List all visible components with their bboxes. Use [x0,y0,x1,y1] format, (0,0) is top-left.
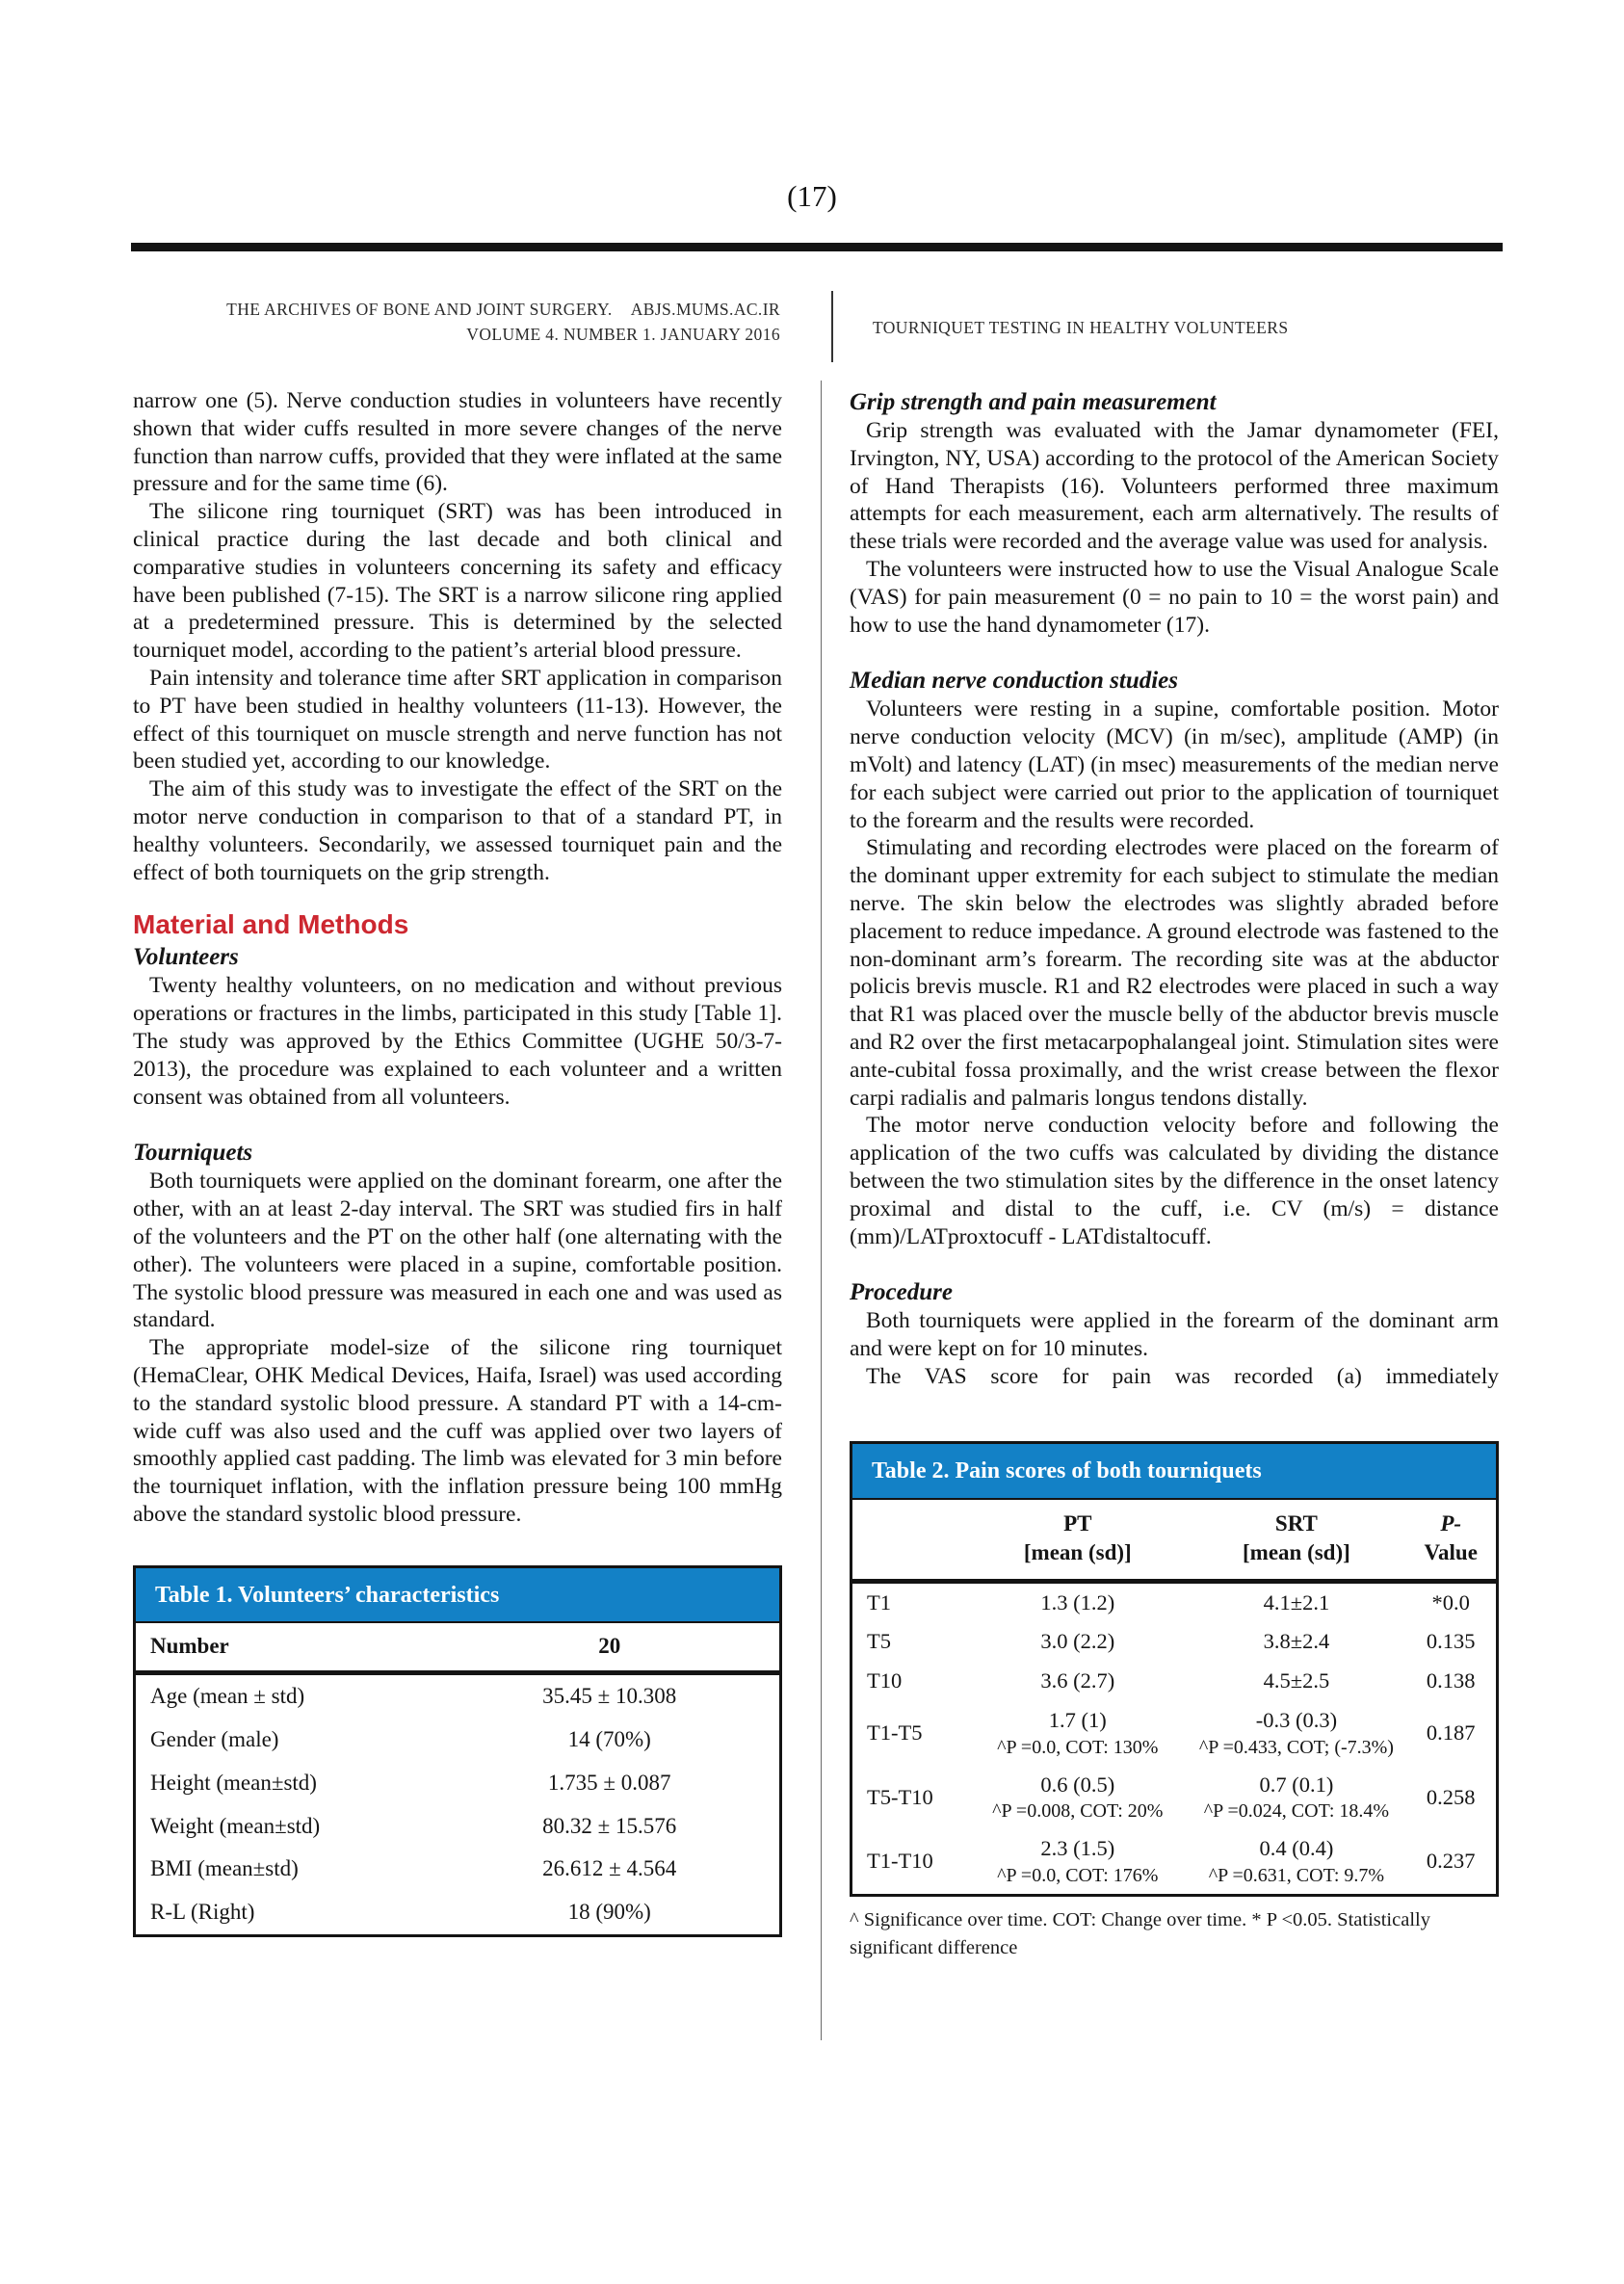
column-header-pvalue-line1: P- [1440,1510,1462,1536]
cell-srt [1187,1628,1405,1656]
right-column [850,387,1499,1962]
cell-srt [1187,1667,1405,1695]
cell-srt-value: 3.8±2.4 [1263,1629,1330,1654]
cell-srt [1187,1835,1405,1888]
row-label: T1-T10 [867,1849,933,1874]
paragraph: The motor nerve conduction velocity before and following the application of the two cuffs was calculated by dividing the distance between the two stimulation sites by the difference in the onset latency proximal and distal to the cuff, i.e. CV (m/s) = distance (mm)/LATproxtocuff - LATdistaltocuff. [850,1113,1499,1249]
row-label: Gender (male) [150,1727,279,1752]
cell-srt [1187,1707,1405,1760]
cell-pt [968,1772,1187,1825]
table-row [852,1662,1496,1701]
cell-pt-note: ^P =0.0, COT: 130% [997,1736,1159,1758]
table-row [852,1766,1496,1830]
cell-pt-value: 1.7 (1) [1048,1707,1107,1732]
running-title: TOURNIQUET TESTING IN HEALTHY VOLUNTEERS [873,318,1289,337]
cell-pvalue: *0.0 [1431,1589,1470,1615]
cell-pvalue: 0.187 [1426,1720,1476,1745]
left-column [133,387,782,1937]
journal-header [133,297,780,347]
subsection-heading-grip-strength: Grip strength and pain measurement [850,389,1217,415]
table-row [852,1829,1496,1894]
subsection-heading-median-nerve: Median nerve conduction studies [850,668,1178,695]
header-divider [831,291,833,362]
journal-issue: VOLUME 4. NUMBER 1. JANUARY 2016 [466,325,780,344]
table-row [136,1848,779,1891]
table-header-row [852,1498,1496,1584]
cell-srt-value: 4.5±2.5 [1263,1668,1330,1693]
paragraph: Stimulating and recording electrodes were placed on the forearm of the dominant upper extremity for each subject to stimulate the median nerve. The skin below the electrodes was slightly abraded before placement to reduce impedance. A ground electrode was fastened to the non-dominant arm’s forearm. The recording site was at the abductor policis brevis muscle. R1 and R2 electrodes were placed in such a way that R1 was placed over the muscle belly of the abductor brevis muscle and R2 over the first metacarpophalangeal joint. Stimulation sites were ante-cubital fossa proximally, and the wrist crease between the flexor carpi radialis and palmaris longus tendons distally. [850,835,1499,1111]
journal-site: ABJS.MUMS.AC.IR [630,300,780,319]
row-label: T1-T5 [867,1720,923,1745]
cell-srt [1187,1589,1405,1617]
paragraph: The silicone ring tourniquet (SRT) was has been introduced in clinical practice during the last decade and both clinical and comparative studies in volunteers concerning its safety and efficacy have been published (7-15). The SRT is a narrow silicone ring applied at a predetermined pressure. This is determined by the selected tourniquet model, according to the patient’s arterial blood pressure. [133,499,782,664]
table-row [136,1719,779,1762]
row-label: T1 [867,1589,891,1615]
cell-pvalue: 0.258 [1426,1784,1476,1809]
column-header-pt-line1: PT [1063,1510,1092,1536]
column-header-srt-line2: [mean (sd)] [1243,1539,1350,1564]
row-label: T5-T10 [867,1784,933,1809]
paragraph: The aim of this study was to investigate the effect of the SRT on the motor nerve conduction in comparison to that of a standard PT, in healthy volunteers. Secondarily, we assessed tourniquet pain and the effect of both tourniquets on the grip strength. [133,776,782,885]
table-row [852,1584,1496,1623]
paragraph: Both tourniquets were applied on the dominant forearm, one after the other, with an at least 2-day interval. The SRT was studied firs in half of the volunteers and the PT on the other half (one alternating with the other). The volunteers were placed in a supine, comfortable position. The systolic blood pressure was measured in each one and was used as standard. [133,1168,782,1333]
row-value: 14 (70%) [567,1727,651,1752]
cell-srt-note: ^P =0.631, COT: 9.7% [1208,1865,1385,1887]
paragraph: Grip strength was evaluated with the Jamar dynamometer (FEI, Irvington, NY, USA) according to the protocol of the American Society of Hand Therapists (16). Volunteers performed three maximum attempts for each measurement, each arm alternatively. The results of these trials were recorded and the average value was used for analysis. [850,418,1499,555]
paragraph: Both tourniquets were applied in the forearm of the dominant arm and were kept on for 10 minutes. [850,1308,1499,1362]
row-value: 20 [598,1634,621,1659]
cell-pt [968,1589,1187,1617]
paragraph: Pain intensity and tolerance time after SRT application in comparison to PT have been studied in healthy volunteers (11-13). However, the effect of this tourniquet on muscle strength and nerve function has not been studied yet, according to our knowledge. [133,665,782,774]
table-row [136,1675,779,1719]
table-pain-scores [850,1441,1499,1898]
cell-srt-note: ^P =0.433, COT; (-7.3%) [1198,1736,1394,1758]
row-value: 18 (90%) [567,1900,651,1925]
table2-footnote: ^ Significance over time. COT: Change over time. * P <0.05. Statistically significant difference [850,1909,1430,1959]
column-header-srt-line1: SRT [1274,1510,1318,1536]
row-label: R-L (Right) [150,1900,255,1925]
journal-header-line1 [133,297,780,322]
cell-srt-value: -0.3 (0.3) [1255,1707,1338,1732]
row-label: Number [150,1634,229,1659]
row-value: 80.32 ± 15.576 [542,1813,677,1838]
table2-title: Table 2. Pain scores of both tourniquets [872,1457,1262,1483]
table1-title-bar [136,1568,779,1622]
cell-pt-value: 1.3 (1.2) [1040,1589,1115,1615]
paragraph: Twenty healthy volunteers, on no medication and without previous operations or fractures in the limbs, participated in this study [Table 1]. The study was approved by the Ethics Committee (UGHE 50/3-7-2013), the procedure was explained to each volunteer and a written consent was obtained from all volunteers. [133,973,782,1110]
section-heading-material-methods: Material and Methods [133,909,409,940]
paragraph: Volunteers were resting in a supine, comfortable position. Motor nerve conduction velocity (MCV) (in m/sec), amplitude (AMP) (in mVolt) and latency (LAT) (in msec) measurements of the median nerve for each subject were carried out prior to the application of tourniquet to the forearm and the results were recorded. [850,696,1499,833]
paragraph: The VAS score for pain was recorded (a) immediately [866,1363,1499,1389]
subsection-heading-procedure: Procedure [850,1279,953,1306]
row-value: 26.612 ± 4.564 [542,1856,677,1881]
header-rule [131,243,1503,251]
column-header-pt-line2: [mean (sd)] [1023,1539,1132,1564]
cell-pt [968,1667,1187,1695]
cell-pt [968,1835,1187,1888]
table-volunteers-characteristics [133,1565,782,1937]
paragraph: The volunteers were instructed how to use the Visual Analogue Scale (VAS) for pain measurement (0 = no pain to 10 = the worst pain) and how to use the hand dynamometer (17). [850,556,1499,638]
cell-pt-note: ^P =0.008, COT: 20% [992,1800,1164,1823]
cell-pt [968,1707,1187,1760]
row-label: T10 [867,1668,903,1693]
cell-pvalue: 0.135 [1426,1629,1476,1654]
table-row [852,1622,1496,1662]
table-row [136,1805,779,1849]
column-divider [821,381,822,2040]
column-header-srt [1187,1510,1405,1567]
subsection-heading-volunteers: Volunteers [133,944,239,971]
journal-name: THE ARCHIVES OF BONE AND JOINT SURGERY. [226,300,613,319]
table2-title-bar [852,1444,1496,1498]
cell-srt-value: 4.1±2.1 [1263,1589,1330,1615]
subsection-heading-tourniquets: Tourniquets [133,1140,253,1167]
row-label: Weight (mean±std) [150,1813,321,1838]
cell-pvalue: 0.138 [1426,1668,1476,1693]
table1-title: Table 1. Volunteers’ characteristics [155,1582,500,1608]
row-label: BMI (mean±std) [150,1856,299,1881]
cell-pvalue: 0.237 [1426,1849,1476,1874]
cell-pt-value: 3.6 (2.7) [1040,1668,1115,1693]
cell-srt [1187,1772,1405,1825]
cell-pt-value: 2.3 (1.5) [1040,1836,1115,1861]
cell-srt-note: ^P =0.024, COT: 18.4% [1203,1800,1390,1823]
column-header-pt [968,1510,1187,1567]
cell-srt-value: 0.4 (0.4) [1259,1836,1334,1861]
row-value: 1.735 ± 0.087 [547,1770,671,1795]
page-number: (17) [787,179,837,213]
paragraph: narrow one (5). Nerve conduction studies in volunteers have recently shown that wider cuffs resulted in more severe changes of the nerve function than narrow cuffs, provided that they were inflated at the same pressure and for the same time (6). [133,388,782,497]
row-label: T5 [867,1629,891,1654]
column-header-blank [852,1510,968,1567]
column-header-pvalue-line2: Value [1424,1539,1478,1564]
row-label: Height (mean±std) [150,1770,317,1795]
table-row [852,1701,1496,1766]
cell-pt-note: ^P =0.0, COT: 176% [997,1865,1159,1887]
cell-pt-value: 0.6 (0.5) [1040,1772,1115,1797]
cell-pt-value: 3.0 (2.2) [1040,1629,1115,1654]
row-value: 35.45 ± 10.308 [542,1684,677,1709]
row-label: Age (mean ± std) [150,1684,305,1709]
paragraph: The appropriate model-size of the silicone ring tourniquet (HemaClear, OHK Medical Devices, Haifa, Israel) was used according to the standard systolic blood pressure. A standard PT with a 14-cm-wide cuff was also used and the cuff was applied over two layers of smoothly applied cast padding. The limb was elevated for 3 min before the tourniquet inflation, with the inflation pressure being 100 mmHg above the standard systolic blood pressure. [133,1335,782,1527]
column-header-pvalue [1405,1510,1496,1567]
table-row [136,1891,779,1934]
table-row [136,1621,779,1675]
cell-srt-value: 0.7 (0.1) [1259,1772,1334,1797]
table-row [136,1762,779,1805]
cell-pt [968,1628,1187,1656]
